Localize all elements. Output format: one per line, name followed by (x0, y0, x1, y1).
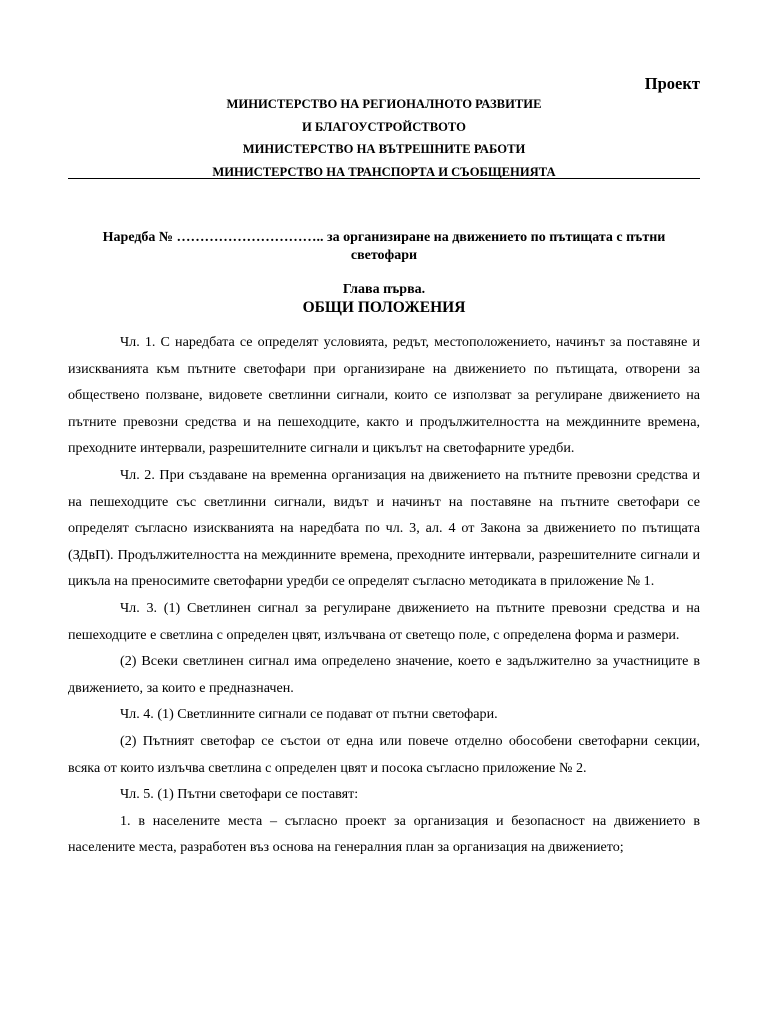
article-paragraph: Чл. 1. С наредбата се определят условията, редът, местоположението, начинът за поставяне и изискванията към пътните светофари при организиране на движението по пътищата, отворени за обществено ползване, видовете светлинни сигнали, които се използват за регулиране движението на пътните превозни средства и на пешеходците, както и продължителността на междинните времена, преходните интервали, разрешителните сигнали и цикълът на светофарните уредби. (68, 334, 700, 457)
ministry-line: И БЛАГОУСТРОЙСТВОТО (302, 119, 466, 134)
article-paragraph: Чл. 5. (1) Пътни светофари се поставят: (120, 786, 359, 803)
draft-label: Проект (644, 74, 700, 93)
chapter-heading (68, 281, 700, 317)
chapter-number: Глава първа. (342, 282, 426, 297)
ordinance-title: Наредба № ………………………….. за организиране на движението по пътищата с пътни светофари (102, 230, 666, 263)
document-body (68, 329, 700, 861)
article-paragraph: (2) Всеки светлинен сигнал има определено значение, което е задължително за участниците в движението, за които е предназначен. (68, 653, 700, 696)
ministry-line: МИНИСТЕРСТВО НА ТРАНСПОРТА И СЪОБЩЕНИЯТА (212, 164, 556, 179)
ministries-header (68, 93, 700, 183)
ministry-line: МИНИСТЕРСТВО НА ВЪТРЕШНИТЕ РАБОТИ (242, 142, 526, 156)
chapter-name: ОБЩИ ПОЛОЖЕНИЯ (302, 299, 466, 316)
ministry-line: МИНИСТЕРСТВО НА РЕГИОНАЛНОТО РАЗВИТИЕ (226, 97, 542, 111)
header-divider (68, 178, 700, 179)
article-paragraph: (2) Пътният светофар се състои от една или повече отделно обособени светофарни секции, всяка от които излъчва светлина с определен цвят и посока съгласно приложение № 2. (68, 732, 700, 776)
article-paragraph: Чл. 4. (1) Светлинните сигнали се подават от пътни светофари. (120, 706, 498, 723)
article-paragraph: 1. в населените места – съгласно проект за организация и безопасност на движението в населените места, разработен въз основа на генералния план за организация на движението; (68, 812, 700, 856)
article-paragraph: Чл. 3. (1) Светлинен сигнал за регулиране движението на пътните превозни средства и на пешеходците е светлина с определен цвят, излъчвана от светещо поле, с определена форма и размери. (68, 599, 700, 643)
article-paragraph: Чл. 2. При създаване на временна организация на движението на пътните превозни средства и на пешеходците със светлинни сигнали, видът и начинът на поставяне на пътните светофари се определят съгласно изискванията на наредбата по чл. 3, ал. 4 от Закона за движението по пътищата (ЗДвП). Продължителността на междинните времена, преходните интервали, разрешителните сигнали и цикъла на преносимите светофарни уредби се определят съгласно методиката в приложение № 1. (68, 466, 700, 590)
